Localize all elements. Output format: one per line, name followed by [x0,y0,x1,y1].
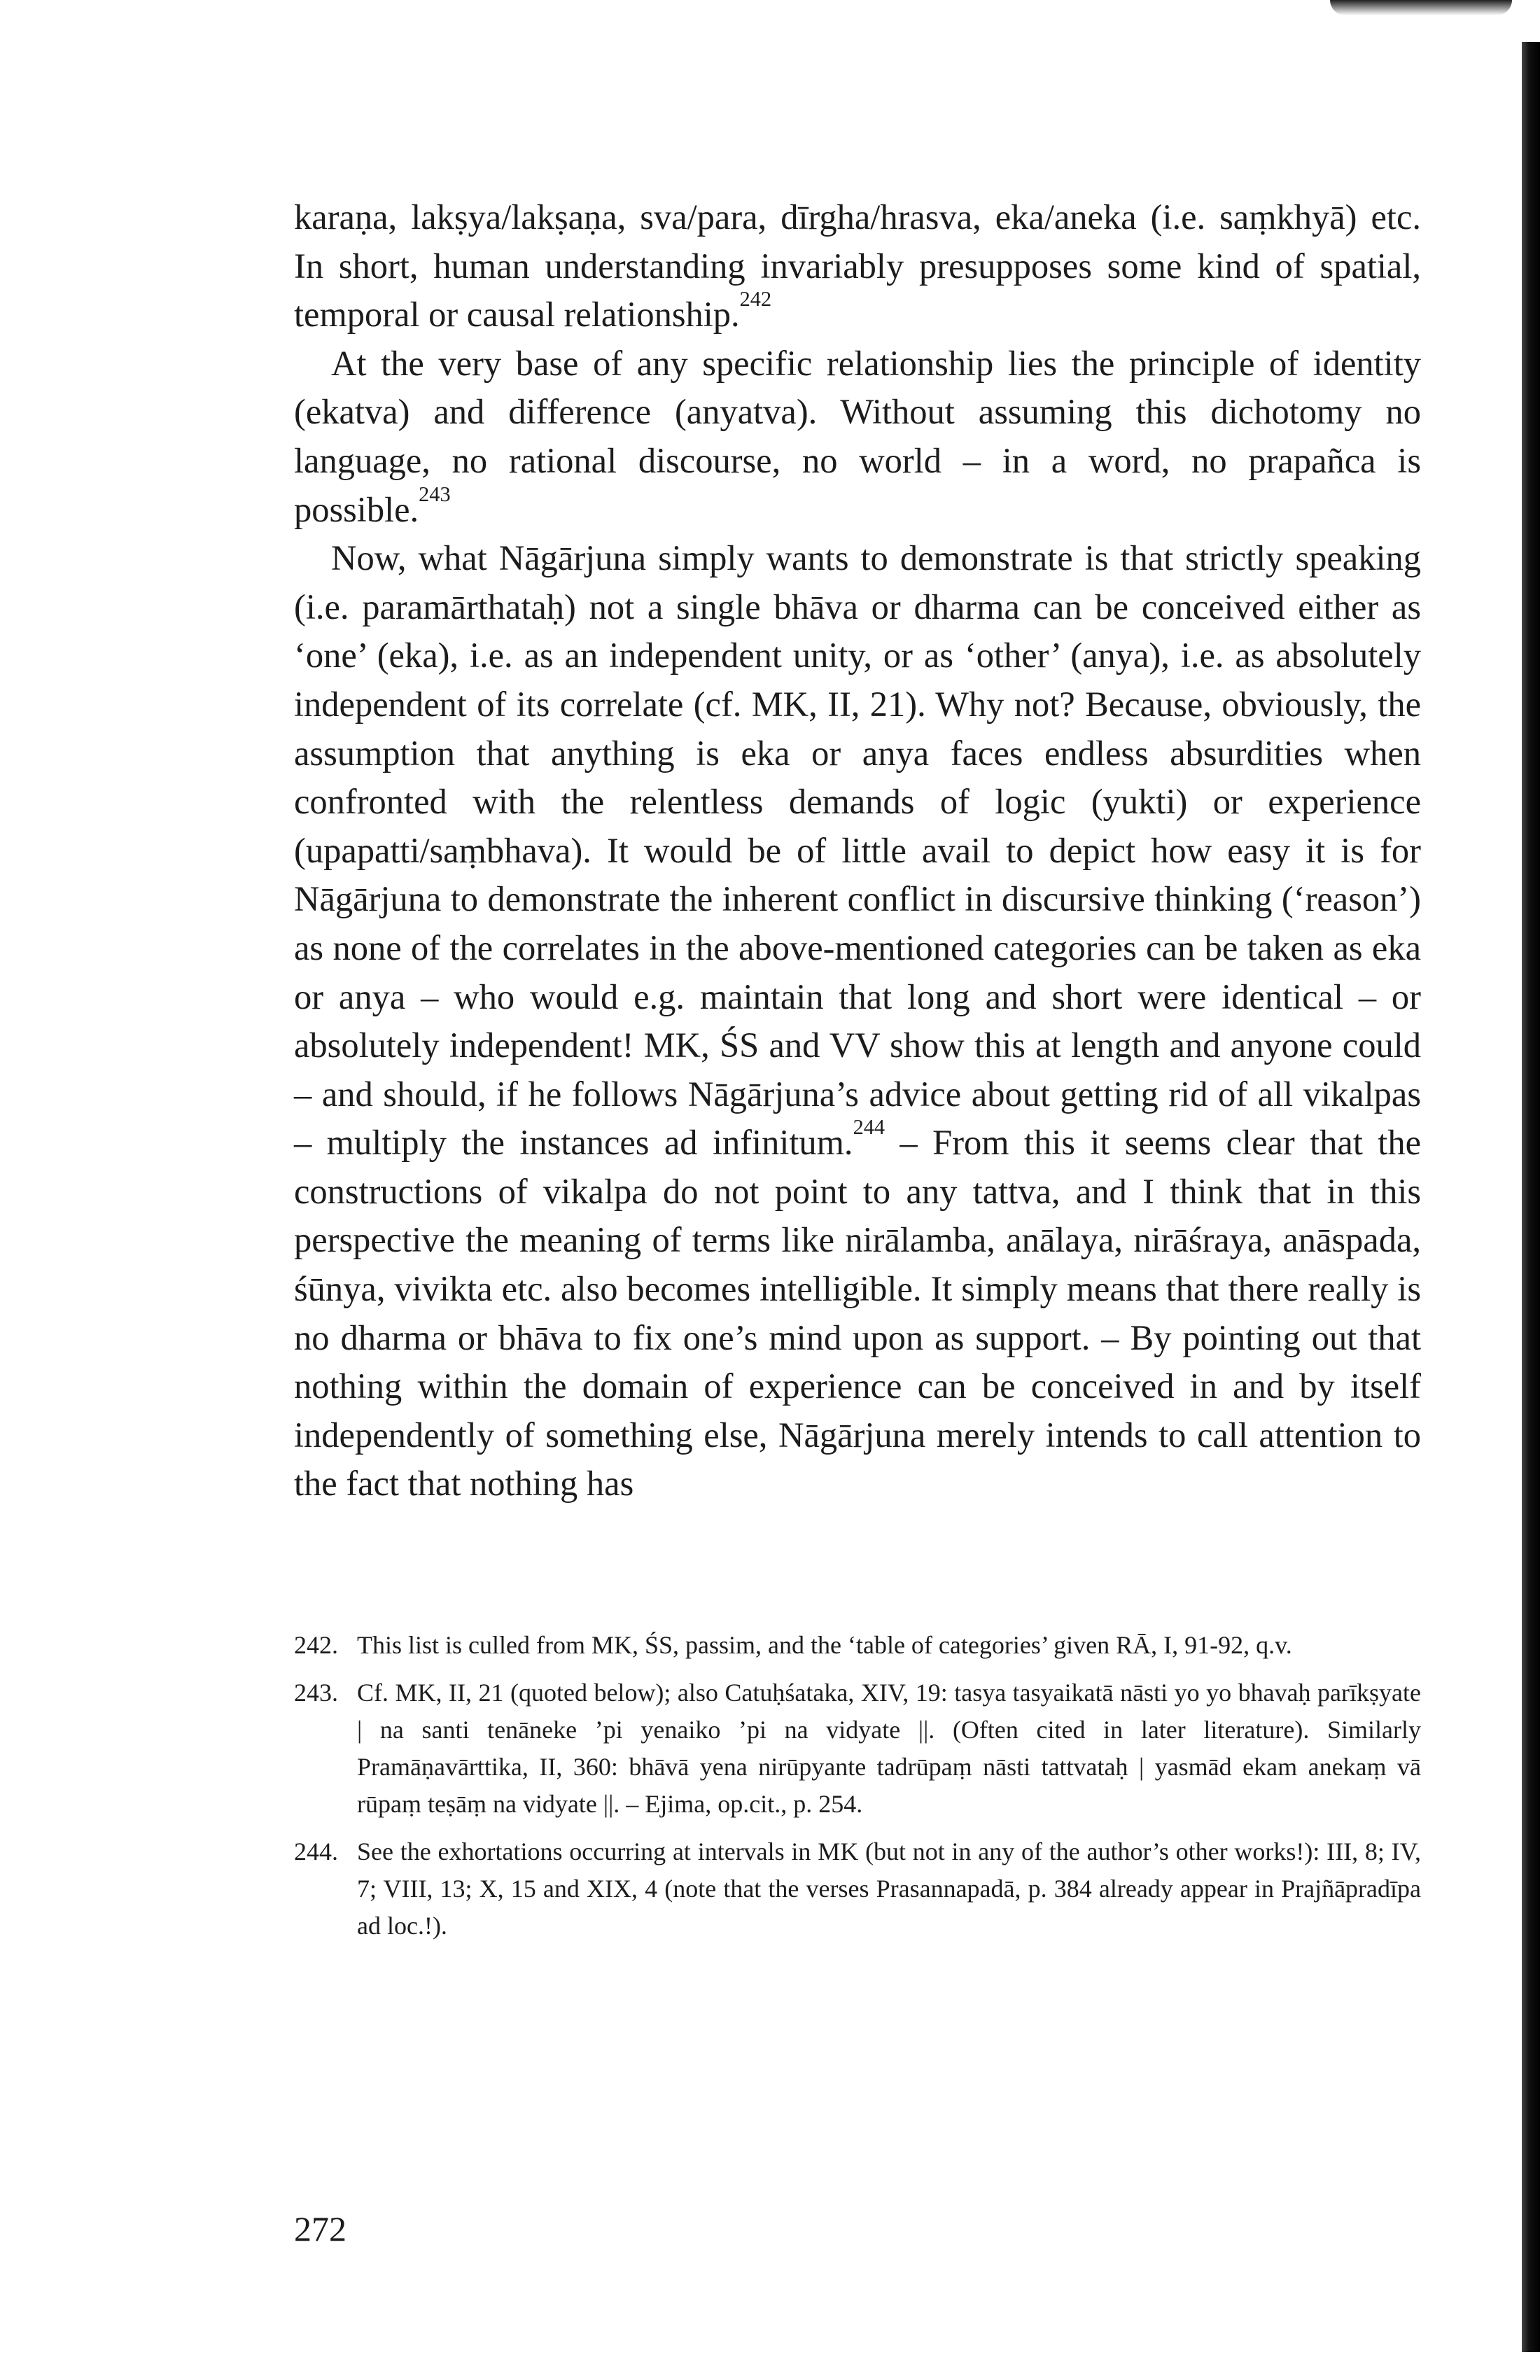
scan-top-smudge [1330,0,1512,15]
footnote-text: See the exhortations occurring at intervals in MK (but not in any of the author’s other works!): III, 8; IV, 7; VIII, 13; X, 15 and XIX, 4 (note that the verses Prasannapadā, p. 384 already appear in Prajñāpradīpa ad loc.!). [357,1837,1421,1940]
footnote-text: Cf. MK, II, 21 (quoted below); also Catuḥśataka, XIV, 19: tasya tasyaikatā nāsti yo yo bhavaḥ parīkṣyate | na santi tenāneke ’pi yenaiko ’pi na vidyate ||. (Often cited in later literature). Similarly Pramāṇavārttika, II, 360: bhāvā yena nirūpyante tadrūpaṃ nāsti tattvataḥ | yasmād ekam anekaṃ vā rūpaṃ teṣāṃ na vidyate ||. – Ejima, op.cit., p. 254. [357,1679,1421,1818]
footnote-ref-244[interactable]: 244 [853,1115,886,1140]
footnote-ref-242[interactable]: 242 [739,287,772,312]
paragraph-2-text: At the very base of any specific relationship lies the principle of identity (ekatva) and difference (anyatva). Without assuming this dichotomy no language, no rational discourse, no world – in a word, no prapañca is possible. [294,343,1430,529]
footnotes [294,1627,1421,1955]
main-text [294,193,1430,1508]
paragraph-2 [294,340,1430,534]
footnote-243 [294,1674,1421,1823]
footnote-number: 242. [294,1631,338,1659]
footnote-text: This list is culled from MK, ŚS, passim, and the ‘table of categories’ given RĀ, I, 91-92, q.v. [357,1631,1292,1659]
footnote-ref-243[interactable]: 243 [419,482,451,506]
paragraph-3-text-before: Now, what Nāgārjuna simply wants to demonstrate is that strictly speaking (i.e. paramārthataḥ) not a single bhāva or dharma can be conceived either as ‘one’ (eka), i.e. as an independent unity, or as ‘other’ (anya), i.e. as absolutely independent of its correlate (cf. MK, II, 21). Why not? Because, obviously, the assumption that anything is eka or anya faces endless absurdities when confronted with the relentless demands of logic (yukti) or experience (upapatti/saṃbhava). It would be of little avail to depict how easy it is for Nāgārjuna to demonstrate the inherent conflict in discursive thinking (‘reason’) as none of the correlates in the above-mentioned categories can be taken as eka or anya – who would e.g. maintain that long and short were identical – or absolutely independent! MK, ŚS and VV show this at length and anyone could – and should, if he follows Nāgārjuna’s advice about getting rid of all vikalpas – multiply the instances ad infinitum. [294,538,1430,1163]
page-number: 272 [294,2209,346,2248]
scan-binding-edge [1522,42,1540,2352]
paragraph-1-text: karaṇa, lakṣya/lakṣaṇa, sva/para, dīrgha/hrasva, eka/aneka (i.e. saṃkhyā) etc. In short, human understanding invariably presupposes some kind of spatial, temporal or causal relationship. [294,197,1430,335]
footnote-242 [294,1627,1421,1664]
paragraph-1 [294,193,1430,340]
paragraph-3-text-after: – From this it seems clear that the constructions of vikalpa do not point to any tattva, and I think that in this perspective the meaning of terms like nirālamba, anālaya, nirāśraya, anāspada, śūnya, vivikta etc. also becomes intelligible. It simply means that there really is no dharma or bhāva to fix one’s mind upon as support. – By pointing out that nothing within the domain of experience can be conceived in and by itself independently of something else, Nāgārjuna merely intends to call attention to the fact that nothing has [294,1123,1430,1504]
paragraph-3 [294,534,1430,1508]
footnote-244 [294,1833,1421,1945]
footnote-number: 243. [294,1679,338,1707]
footnote-number: 244. [294,1837,338,1865]
